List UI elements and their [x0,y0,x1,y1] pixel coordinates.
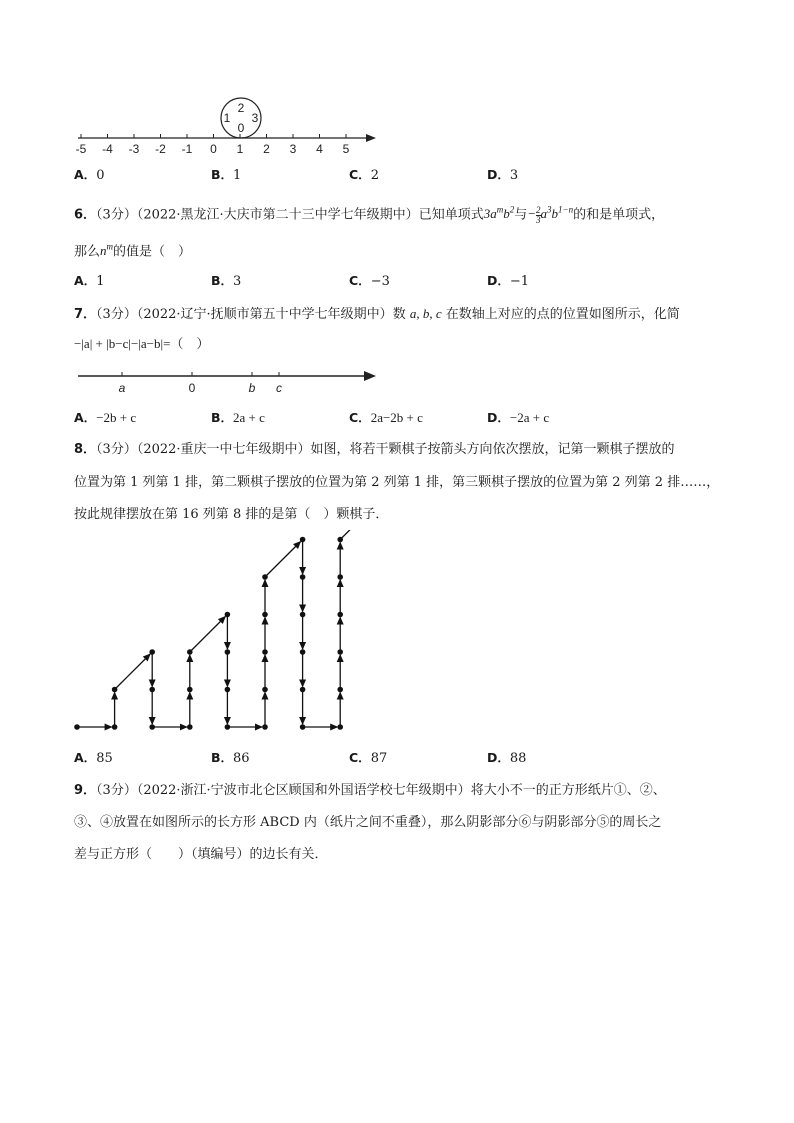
chess-piece-dot [262,574,268,580]
circle-digit-bottom: 0 [237,121,245,135]
chess-piece-dot [262,687,268,693]
q5-option-c[interactable]: C．2 [349,167,379,183]
chess-piece-arrangement-figure [60,530,400,740]
circle-digit-left: 1 [223,111,231,125]
chess-piece-dot [187,649,193,655]
q7-arrowhead [364,371,376,381]
q6-term1: $3a^mb^2$ [483,205,515,222]
chess-piece-dot [337,537,343,543]
q6-option-c[interactable]: C．−3 [349,273,390,289]
q8-option-c[interactable]: C．87 [349,750,388,766]
chess-piece-dot [262,612,268,618]
q7-option-b[interactable]: B．2a + c [211,410,265,425]
chess-piece-dot [225,612,231,618]
q6-option-d[interactable]: D．−1 [487,273,530,289]
chess-piece-dot [337,612,343,618]
chess-piece-dot [300,612,306,618]
chess-piece-dot [225,687,231,693]
tick-label: 4 [316,142,323,156]
chess-piece-dot [300,574,306,580]
circle-digit-right: 3 [251,111,259,125]
tick-label: 2 [263,142,270,156]
q5-option-d[interactable]: D．3 [487,167,519,183]
q6-stem-line1: 6．（3分）（2022·黑龙江·大庆市第二十三中学七年级期中）已知单项式$3a^mb^2$与− $\frac{2}{3}$ $a^3b^{1-n}$的和是单项式， [74,204,665,225]
q7-label-b: b [248,381,256,395]
chess-piece-dot [74,724,80,730]
tick-label: 0 [210,142,217,156]
q6-source: （2022·黑龙江·大庆市第二十三中学七年级期中） [136,207,419,223]
chess-piece-dot [337,687,343,693]
arrow-segment [265,542,300,577]
q7-label-zero: 0 [188,381,196,395]
chess-piece-dot [112,687,118,693]
chess-piece-dot [262,649,268,655]
chess-piece-dot [149,724,155,730]
q6-number: 6． [74,207,97,223]
q7-option-d[interactable]: D．−2a + c [487,410,550,425]
chess-piece-dot [262,724,268,730]
tick-label: 3 [289,142,297,156]
q7-source: （2022·辽宁·抚顺市第五十中学七年级期中） [136,307,393,322]
chess-piece-dot [225,649,231,655]
q9-number: 9． [74,783,97,798]
q8-option-d[interactable]: D．88 [487,750,527,766]
q9-stem-line3: 差与正方形（ ）（填编号）的边长有关． [74,847,328,862]
chess-piece-dot [149,649,155,655]
number-line-figure [70,96,390,160]
q7-option-a[interactable]: A．−2b + c [74,410,137,425]
q9-stem-line1: 9．（3分）（2022·浙江·宁波市北仑区顾国和外国语学校七年级期中）将大小不一的正方形纸片①、②、 [74,783,666,798]
arrow-segment [190,617,225,652]
chess-piece-dot [300,649,306,655]
q8-stem-line1: 8．（3分）（2022·重庆一中七年级期中）如图，将若干颗棋子按箭头方向依次摆放，记第一颗棋子摆放的 [74,442,675,457]
tick-label: 5 [342,142,350,156]
q9-source: （2022·浙江·宁波市北仑区顾国和外国语学校七年级期中） [136,783,471,798]
q6-option-b[interactable]: B．3 [211,273,242,289]
q8-option-b[interactable]: B．86 [211,750,250,766]
chess-piece-dot [187,687,193,693]
chess-piece-dot [337,574,343,580]
q7-option-c[interactable]: C．2a−2b + c [349,410,423,425]
q7-number-line-figure [70,362,390,398]
tick-label: -4 [102,142,113,156]
circle-digit-top: 2 [237,101,245,115]
chess-piece-dot [300,724,306,730]
tick-label: -3 [128,142,140,156]
q8-option-a[interactable]: A．85 [74,750,113,766]
q8-number: 8． [74,442,97,457]
q5-option-b[interactable]: B．1 [211,167,242,183]
tick-label: -2 [155,142,166,156]
chess-piece-dot [337,649,343,655]
q8-source: （2022·重庆一中七年级期中） [136,442,311,457]
tick-label: 1 [236,142,244,156]
tick-label: -1 [181,142,193,156]
q6-option-a[interactable]: A．1 [74,273,105,289]
q6-score: （3分） [96,207,137,223]
q8-stem-line3: 按此规律摆放在第 16 列第 8 排的是第（ ）颗棋子． [74,507,389,522]
q7-stem-line1: 7．（3分）（2022·辽宁·抚顺市第五十中学七年级期中）数 a, b, c 在数轴上对应的点的位置如图所示，化简 [74,306,680,322]
q7-label-a: a [118,381,126,395]
chess-piece-dot [225,724,231,730]
arrow-segment [340,530,375,540]
q6-term2: − $\frac{2}{3}$ $a^3b^{1-n}$ [527,204,574,225]
q5-option-a[interactable]: A．0 [74,167,105,183]
chess-piece-dot [337,724,343,730]
chess-piece-dot [149,687,155,693]
chess-piece-dot [187,724,193,730]
chess-piece-dot [112,724,118,730]
tick-label: -5 [75,142,87,156]
q7-expression: −|a| + |b−c|−|a−b|=（ ） [74,336,210,351]
q7-label-c: c [276,381,282,395]
number-line-arrowhead [366,134,376,142]
arrow-segment [115,654,150,689]
chess-piece-dot [300,537,306,543]
q8-stem-line2: 位置为第 1 列第 1 排，第二颗棋子摆放的位置为第 2 列第 1 排，第三颗棋子摆放的位置为第 2 列第 2 排……， [74,475,720,490]
chess-piece-dot [300,687,306,693]
q7-number: 7． [74,307,97,322]
q6-stem-line2: 那么$n^m$的值是（ ） [74,242,192,260]
q9-stem-line2: ③、④放置在如图所示的长方形 ABCD 内（纸片之间不重叠），那么阴影部分⑥与阴影部分⑤的周长之 [74,815,662,830]
